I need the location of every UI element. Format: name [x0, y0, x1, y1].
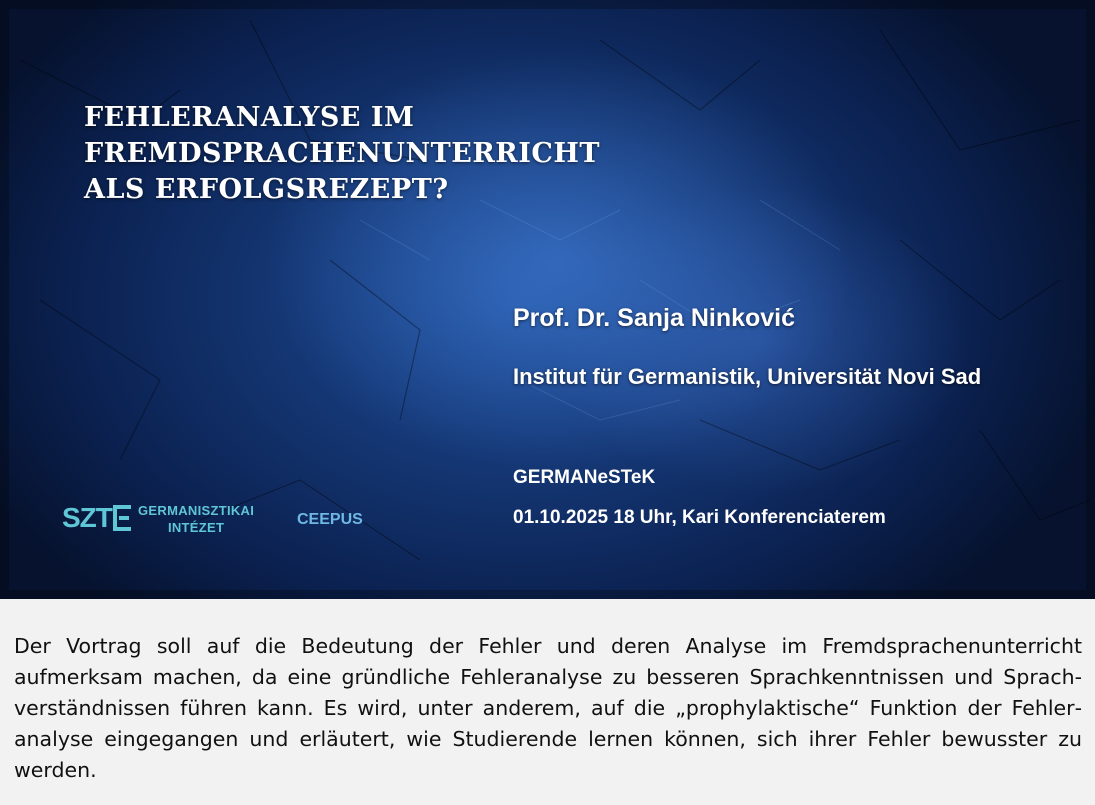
event-series: GERMANeSTeK	[513, 467, 656, 488]
szte-logo	[62, 501, 131, 535]
institute-logo-line2: INTÉZET	[167, 520, 225, 535]
talk-title	[84, 100, 600, 208]
institute-logo-line1: GERMANISZTIKAI	[138, 503, 255, 518]
event-date-place: 01.10.2025 18 Uhr, Kari Konferenciaterem	[513, 507, 886, 528]
title-line: ALS ERFOLGSREZEPT?	[84, 174, 449, 205]
title-line: FEHLERANALYSE IM	[84, 102, 415, 133]
szte-logo-mark	[113, 505, 131, 531]
speaker-name: Prof. Dr. Sanja Ninković	[513, 304, 796, 332]
szte-logo-text: SZT	[62, 502, 112, 533]
speaker-institute: Institut für Germanistik, Universität Novi Sad	[513, 364, 982, 389]
ceepus-logo: CEEPUS	[297, 511, 363, 528]
title-line: FREMDSPRACHENUNTERRICHT	[84, 138, 600, 169]
talk-description: Der Vortrag soll auf die Bedeutung der Fehler und deren Analyse im Fremdsprachenunterricht aufmerksam machen, da eine gründliche Fehleranalyse zu besseren Sprachkenntnissen und Sprachverständnissen führen kann. Es wird, unter anderem, auf die „prophylaktische“ Funktion der Fehleranalyse eingegangen und erläutert, wie Studierende lernen können, sich ihrer Fehler bewusster zu werden.	[14, 634, 1082, 782]
germanistik-institute-logo	[138, 502, 254, 536]
